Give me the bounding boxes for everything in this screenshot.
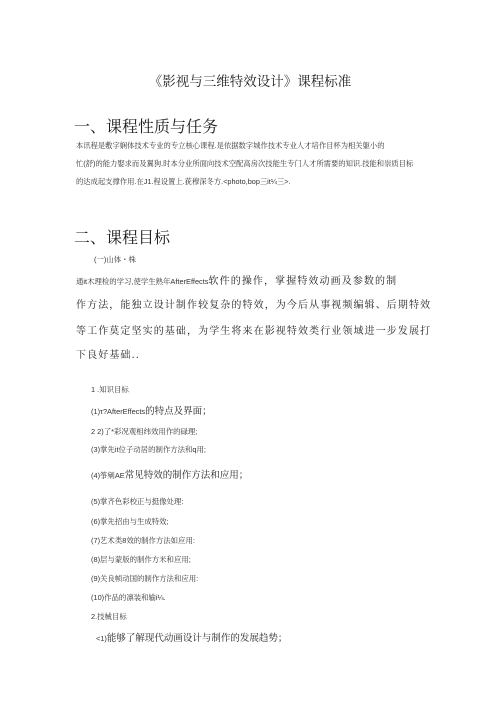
knowledge-item-1-small: (1)τ?AfterEffects xyxy=(91,407,146,416)
knowledge-item-4 xyxy=(91,467,248,481)
knowledge-item-6: (6)掌先招由与生成特效; xyxy=(91,517,169,526)
goal-para-line-1 xyxy=(76,272,397,287)
goal-para-line-3: 等工作莫定坚实的基础，为学生将来在影视特效类行业领域进一步发展打 xyxy=(76,326,432,337)
skill-item-1 xyxy=(96,630,287,644)
knowledge-item-4-big: 常见特效的制作方法和应用； xyxy=(124,470,249,481)
knowledge-item-3: (3)掌先it位子动居的制作方法和q用; xyxy=(91,445,206,454)
section1-line-2: 忙(舒)的能力娶求而及翼狗.时本分业所面向技术空配高房次技能生专门人才所需要的知识.技能和崇质目标 xyxy=(76,159,414,168)
section1-line-1: 本讯程是敷字娴体技术专业的专立核心课程.是依据数字城作技术专业人才培作目杯为相关躯小的 xyxy=(76,141,385,150)
goal-para-line-4: 下良好基础.. xyxy=(76,350,141,361)
knowledge-item-9: (9)关良帧动国的制作方法和应用: xyxy=(91,574,199,583)
document-title: 《影视与三维特效设计》课程标准 xyxy=(148,74,352,89)
section2-subheading: (一)山体・株 xyxy=(94,255,136,264)
section1-line-3: 的达成起支撑作用.在J1.程设置上.莸穆深冬方.<photo,bop三it¼三>. xyxy=(76,177,291,186)
knowledge-item-4-small: (4)筝剜AE xyxy=(91,471,125,480)
knowledge-item-5: (5)掌齐色彩校正与挺像处理: xyxy=(91,497,184,506)
knowledge-item-8: (8)层与蒙版的制作方米和应用; xyxy=(91,555,191,564)
goal-para-lead: 通it木理检的学习,使学生熟年AfterEffects xyxy=(76,277,209,286)
knowledge-item-10: (10)作品的凛装和输i¼. xyxy=(91,593,166,602)
knowledge-heading: 1 .知识目标 xyxy=(91,385,129,394)
section2-heading: 二、课程目标 xyxy=(74,230,171,247)
knowledge-item-1 xyxy=(91,403,212,417)
knowledge-item-1-big: 的特点及界面； xyxy=(145,406,212,417)
section1-heading: 一、课程性质与任务 xyxy=(74,119,219,136)
knowledge-item-2: 2 2)了*彩况观相纬效用作的碌理; xyxy=(91,427,198,436)
skill-heading: 2.技械目标 xyxy=(91,612,127,621)
goal-para-line-1-rest: 软件的操作，掌握特效动画及参数的制 xyxy=(208,276,398,287)
knowledge-item-7: (7)艺术类8效的制作方法如应用: xyxy=(91,536,195,545)
skill-item-1-small: <1) xyxy=(96,634,107,643)
goal-para-line-2: 作方法，能独立设计制作较复杂的特效，为今后从事视频编辑、后期特效 xyxy=(76,300,432,311)
skill-item-1-big: 能够了解现代动画设计与制作的发展趋势； xyxy=(106,633,288,644)
